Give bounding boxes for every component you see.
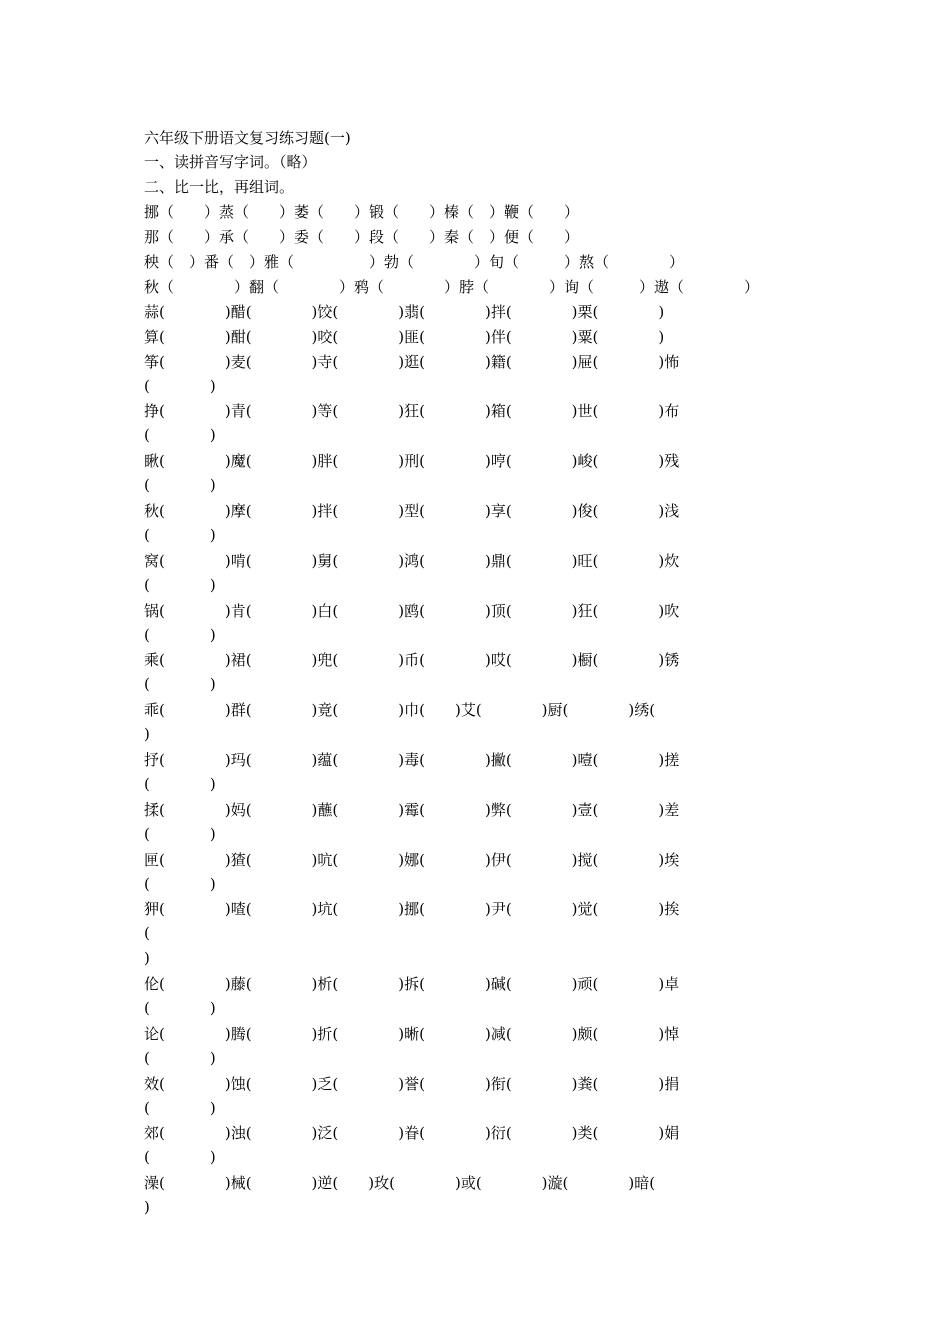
exercise-line: 狎( )喳( )坑( )挪( )尹( )觉( )挨 <box>144 900 680 918</box>
exercise-line-wrap: ( ) <box>144 999 216 1017</box>
section-heading-1: 一、读拼音写字词。（略） <box>144 153 317 171</box>
exercise-line-wrap: ( ) <box>144 626 216 644</box>
exercise-line: 乖( )群( )竟( )巾( )艾( )厨( )绣( <box>144 701 656 719</box>
exercise-line: 蒜( )醋( )饺( )翡( )拌( )栗( ) <box>144 303 665 321</box>
exercise-line-wrap: ( ) <box>144 875 216 893</box>
exercise-line-wrap: ( ) <box>144 1099 216 1117</box>
exercise-line-wrap: ( ) <box>144 426 216 444</box>
section-heading-2: 二、比一比，再组词。 <box>144 178 295 196</box>
exercise-line-wrap: ( ) <box>144 675 216 693</box>
exercise-line: 秧（ ）番（ ）雅（ ）勃（ ）旬（ ）熬（ ） <box>144 253 685 271</box>
exercise-line: 算( )酣( )咬( )匪( )伴( )粟( ) <box>144 328 665 346</box>
exercise-line: 那（ ）承（ ）委（ ）段（ ）秦（ ）便（ ） <box>144 228 580 246</box>
exercise-line-wrap: ( ) <box>144 1148 216 1166</box>
exercise-line: 揉( )妈( )蘸( )霉( )弊( )壹( )差 <box>144 801 680 819</box>
document-title: 六年级下册语文复习练习题(一) <box>144 129 351 147</box>
exercise-line: 郊( )浊( )泛( )眷( )衍( )类( )娟 <box>144 1124 680 1142</box>
exercise-line: 锅( )肯( )白( )鸥( )顶( )狂( )吹 <box>144 602 680 620</box>
exercise-line: 秋( )摩( )拌( )型( )享( )俊( )浅 <box>144 502 680 520</box>
exercise-line-wrap: ( ) <box>144 377 216 395</box>
exercise-line: 效( )蚀( )乏( )誉( )衔( )粪( )捐 <box>144 1075 680 1093</box>
exercise-line-wrap: ( ) <box>144 576 216 594</box>
exercise-line: 挪（ ）蒸（ ）萎（ ）锻（ ）榛（ ）鞭（ ） <box>144 203 580 221</box>
exercise-line-wrap: ( <box>144 924 150 942</box>
exercise-line-wrap: ) <box>144 1198 150 1216</box>
exercise-line: 抒( )玛( )蕴( )毒( )撇( )噎( )搓 <box>144 751 680 769</box>
exercise-line-wrap: ( ) <box>144 476 216 494</box>
exercise-line-wrap: ( ) <box>144 825 216 843</box>
exercise-line: 瞅( )魔( )胖( )刑( )哼( )峻( )残 <box>144 452 680 470</box>
exercise-line-wrap: ) <box>144 949 150 967</box>
exercise-line: 窝( )啃( )舅( )鸿( )鼎( )旺( )炊 <box>144 552 680 570</box>
exercise-line: 秋（ ）翻（ ）鸦（ ）脖（ ）询（ ）遨（ ） <box>144 278 760 296</box>
exercise-line: 匣( )猹( )吭( )娜( )伊( )搅( )埃 <box>144 851 680 869</box>
exercise-line-wrap: ( ) <box>144 1049 216 1067</box>
exercise-line: 筝( )麦( )寺( )逛( )籍( )屉( )怖 <box>144 353 680 371</box>
exercise-line: 挣( )青( )等( )狂( )箱( )世( )布 <box>144 402 680 420</box>
exercise-line: 澡( )械( )逆( )玫( )或( )漩( )暗( <box>144 1174 656 1192</box>
exercise-line-wrap: ( ) <box>144 775 216 793</box>
exercise-line-wrap: ) <box>144 725 150 743</box>
exercise-line: 论( )腾( )折( )晰( )减( )颇( )悼 <box>144 1025 680 1043</box>
exercise-line: 伦( )藤( )析( )拆( )碱( )顽( )卓 <box>144 975 680 993</box>
exercise-line: 乘( )裙( )兜( )币( )哎( )橱( )锈 <box>144 651 680 669</box>
exercise-line-wrap: ( ) <box>144 526 216 544</box>
